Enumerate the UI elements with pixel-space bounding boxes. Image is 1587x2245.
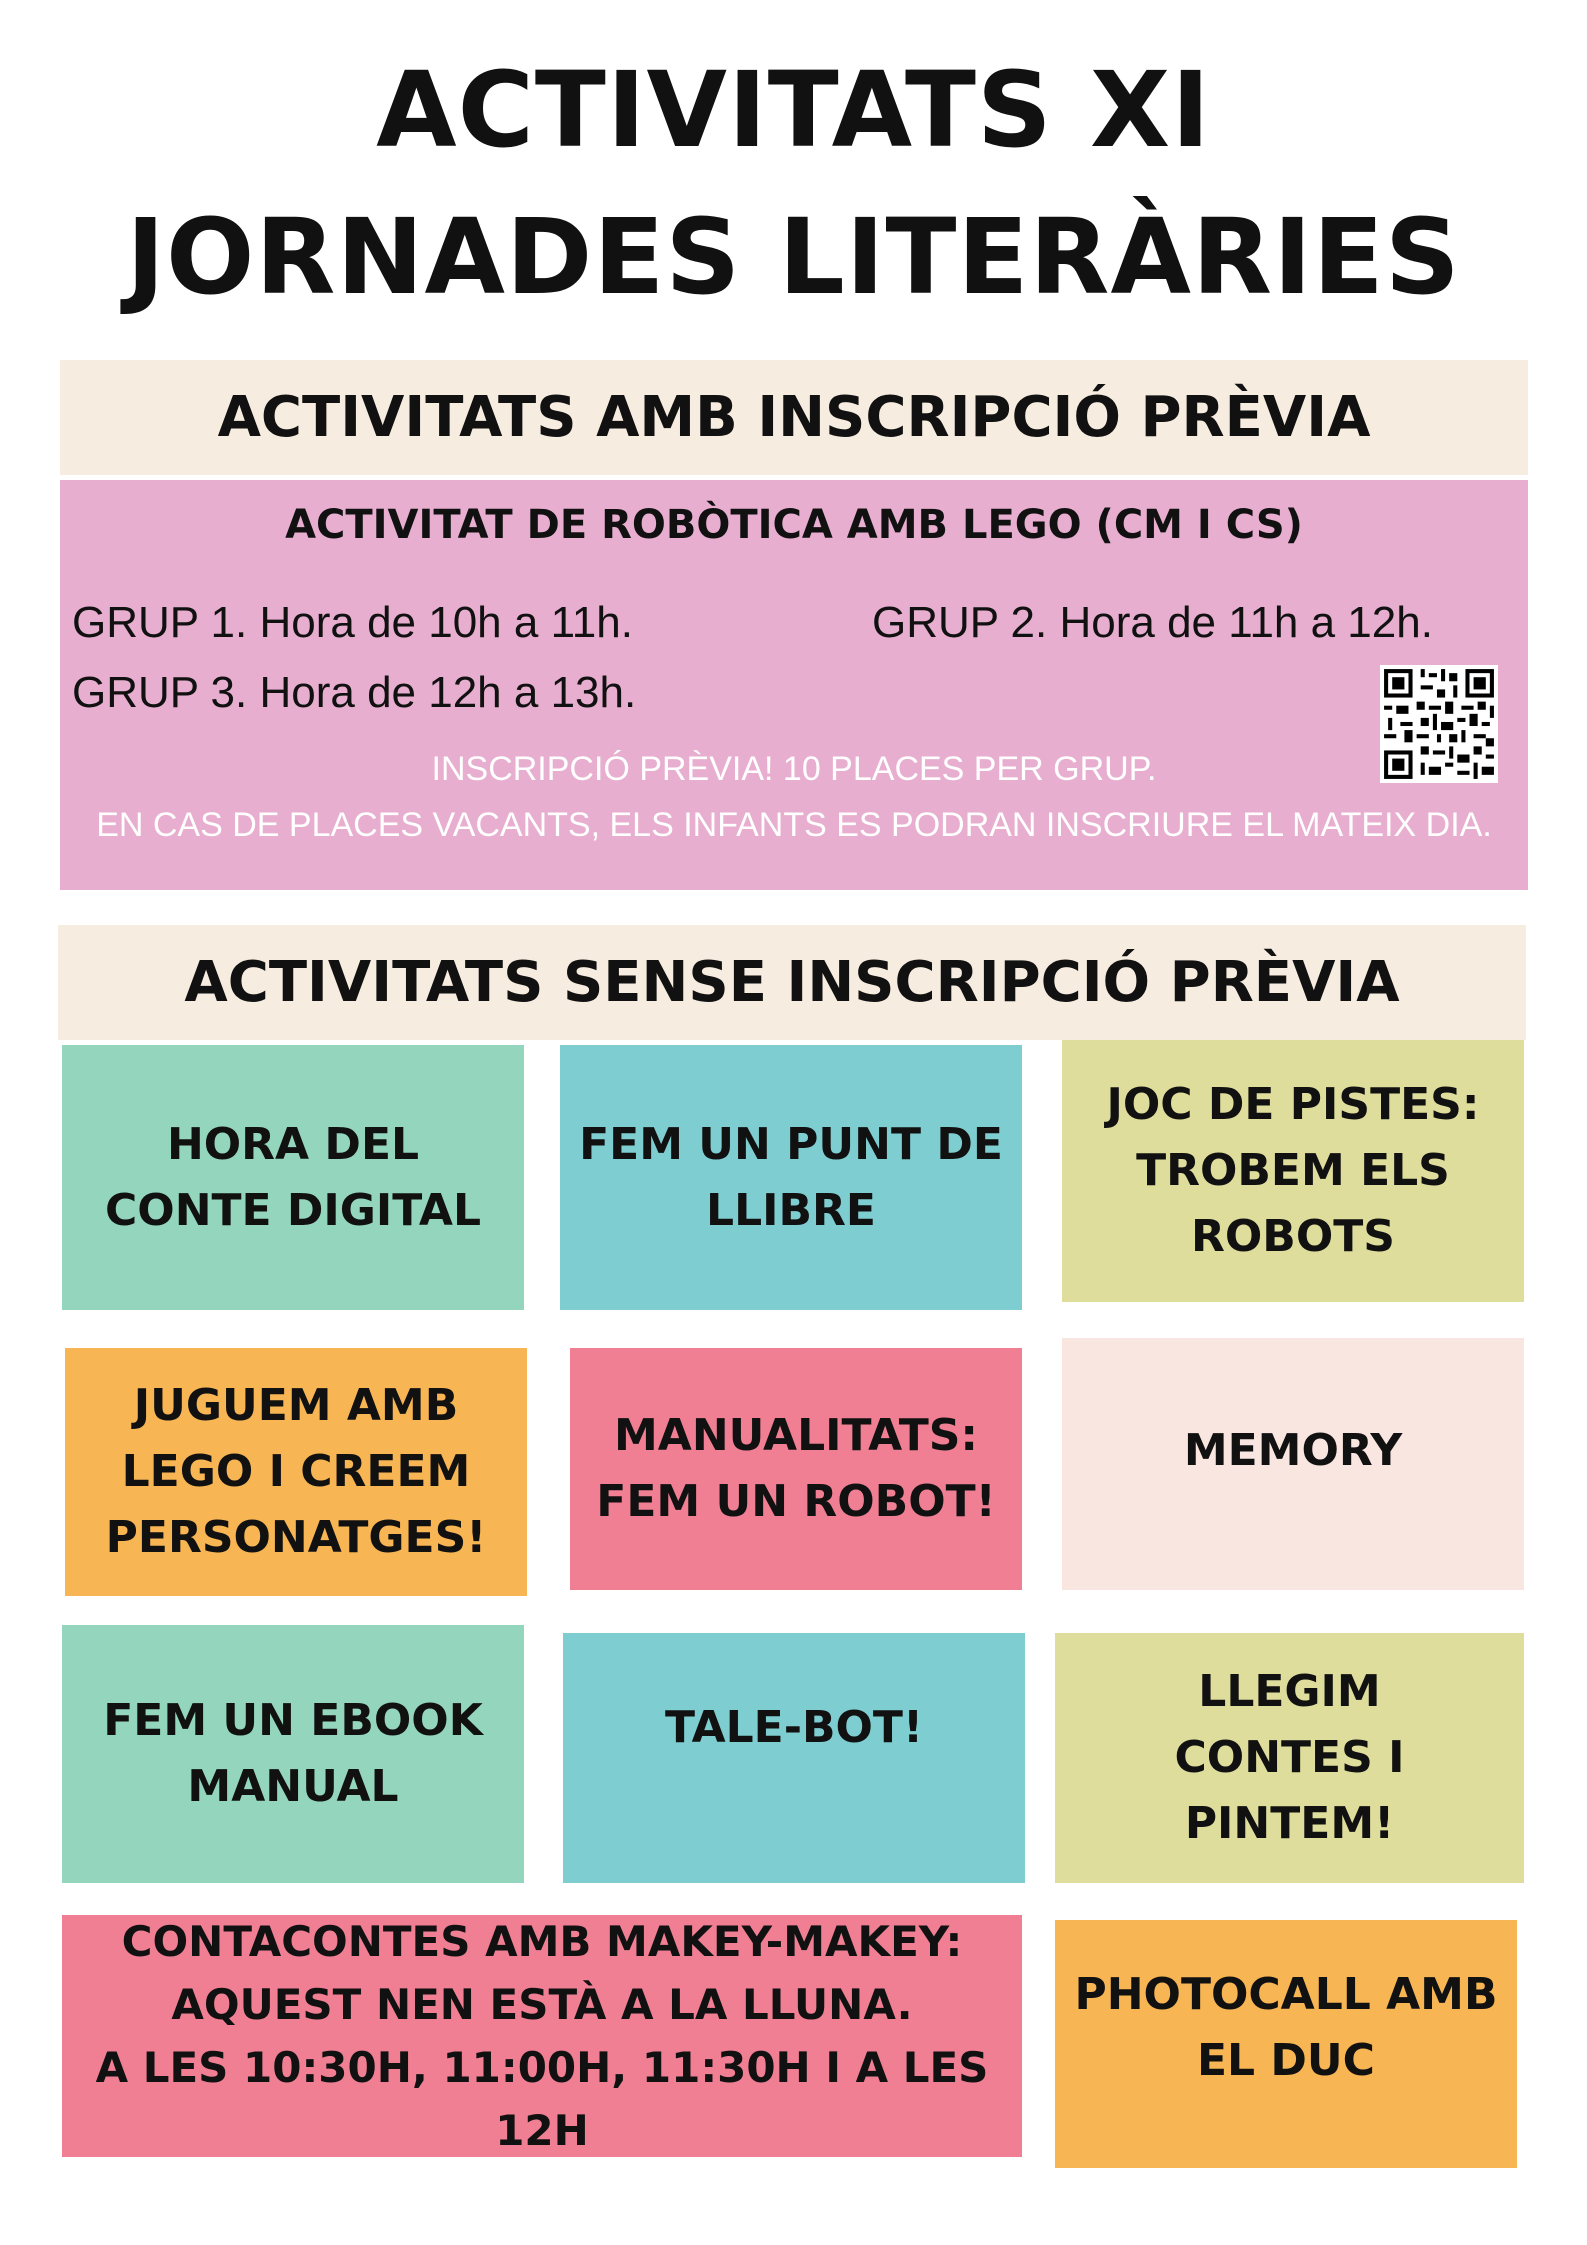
activity-box-label: LLEGIM CONTES I PINTEM! bbox=[1174, 1666, 1405, 1849]
activity-box-label: HORA DEL CONTE DIGITAL bbox=[105, 1118, 481, 1236]
activity-box bbox=[1055, 1920, 1517, 2168]
robotics-activity-title: ACTIVITAT DE ROBÒTICA AMB LEGO (CM I CS) bbox=[285, 502, 1303, 548]
activity-box-label: MANUALITATS: FEM UN ROBOT! bbox=[596, 1410, 996, 1527]
page-title-line1: ACTIVITATS XI bbox=[376, 49, 1211, 171]
activity-box-label: JOC DE PISTES: TROBEM ELS ROBOTS bbox=[1106, 1079, 1480, 1262]
activity-box bbox=[65, 1348, 527, 1596]
activity-box bbox=[570, 1348, 1022, 1590]
registration-note-2: EN CAS DE PLACES VACANTS, ELS INFANTS ES PODRAN INSCRIURE EL MATEIX DIA. bbox=[96, 806, 1492, 844]
qr-code-icon[interactable] bbox=[1380, 665, 1498, 783]
activity-box-label: TALE-BOT! bbox=[664, 1702, 924, 1753]
activity-box bbox=[62, 1915, 1022, 2157]
registration-note-1: INSCRIPCIÓ PRÈVIA! 10 PLACES PER GRUP. bbox=[431, 750, 1157, 788]
group-1-schedule: GRUP 1. Hora de 10h a 11h. bbox=[72, 598, 633, 647]
group-3-schedule: GRUP 3. Hora de 12h a 13h. bbox=[72, 668, 637, 717]
activity-box-label: JUGUEM AMB LEGO I CREEM PERSONATGES! bbox=[105, 1380, 487, 1563]
activity-box bbox=[560, 1045, 1022, 1310]
section-heading-free bbox=[58, 925, 1526, 1040]
group-2-schedule: GRUP 2. Hora de 11h a 12h. bbox=[872, 598, 1433, 647]
page-title-line2: JORNADES LITERÀRIES bbox=[126, 196, 1461, 318]
section-heading-prior-label: ACTIVITATS AMB INSCRIPCIÓ PRÈVIA bbox=[217, 385, 1371, 450]
activity-box bbox=[1055, 1633, 1524, 1883]
activity-box bbox=[563, 1633, 1025, 1883]
activity-box-label: FEM UN PUNT DE LLIBRE bbox=[579, 1118, 1003, 1236]
activity-box bbox=[1062, 1040, 1524, 1302]
activity-box-label: MEMORY bbox=[1183, 1425, 1403, 1476]
robotics-activity-panel bbox=[60, 480, 1528, 890]
section-heading-free-label: ACTIVITATS SENSE INSCRIPCIÓ PRÈVIA bbox=[184, 950, 1400, 1015]
activity-box-label: CONTACONTES AMB MAKEY-MAKEY: AQUEST NEN ESTÀ A LA LLUNA. A LES 10:30H, 11:00H, 11:30H I A LES 12H bbox=[95, 1917, 989, 2155]
activity-box bbox=[62, 1045, 524, 1310]
section-heading-prior bbox=[60, 360, 1528, 475]
activity-box-label: FEM UN EBOOK MANUAL bbox=[103, 1695, 483, 1812]
activity-box bbox=[62, 1625, 524, 1883]
activity-box bbox=[1062, 1338, 1524, 1590]
activity-box-label: PHOTOCALL AMB EL DUC bbox=[1074, 1969, 1498, 2086]
